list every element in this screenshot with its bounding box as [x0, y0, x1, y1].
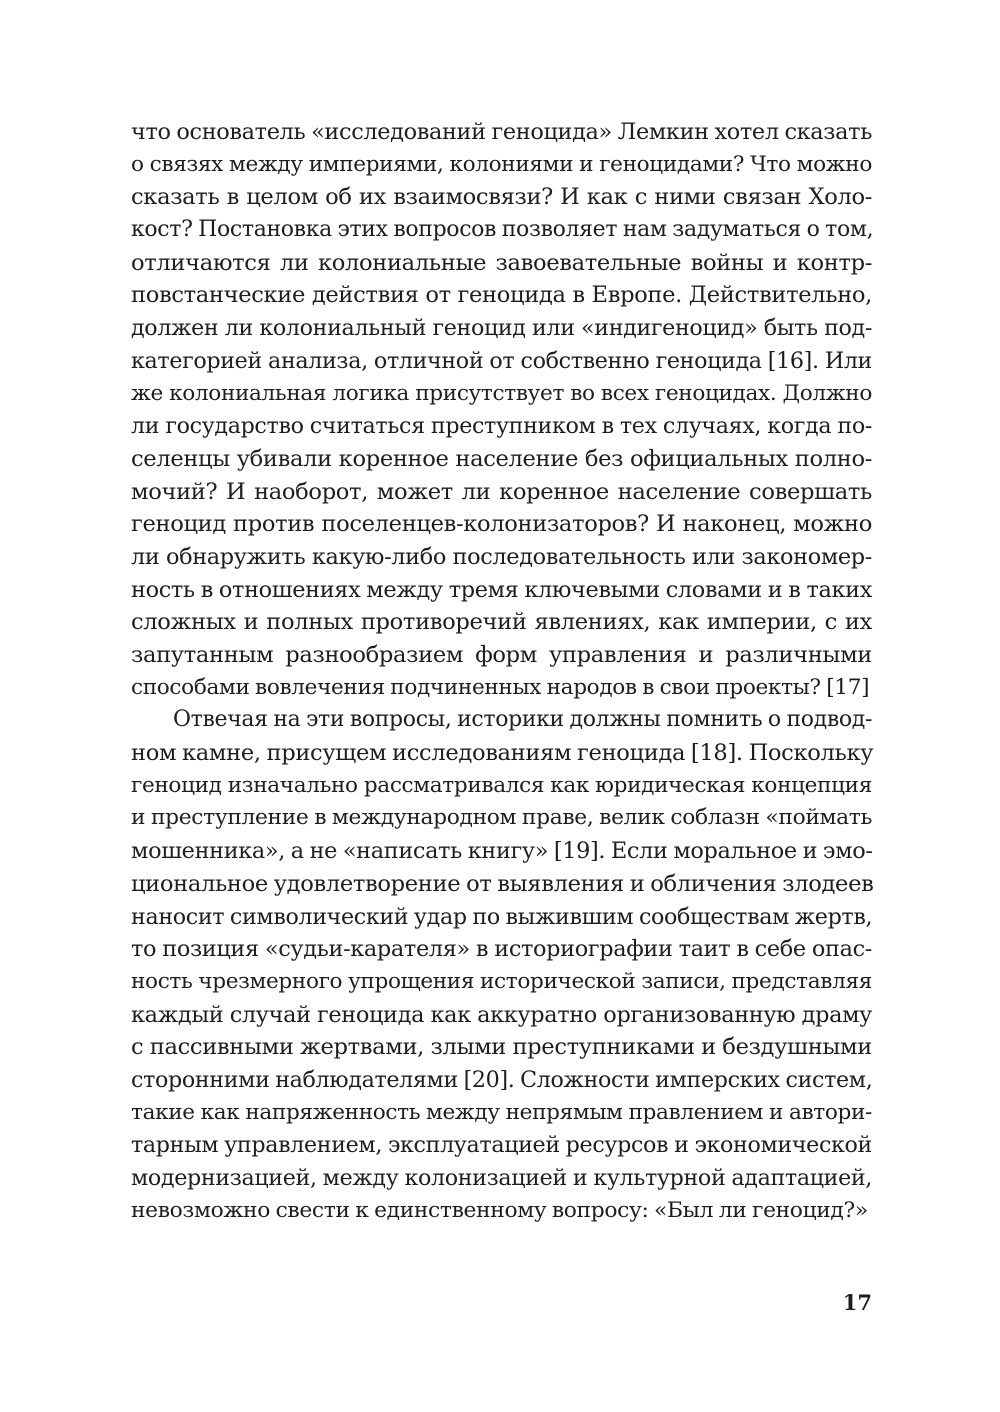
text-line: ность в отношениях между тремя ключевыми словами и в таких [131, 576, 872, 603]
text-line: модернизацией, между колонизацией и культурной адаптацией, [131, 1165, 872, 1191]
paragraph-2 [131, 704, 872, 1227]
text-line: наносит символический удар по выжившим сообществам жертв, [131, 903, 873, 930]
text-line: должен ли колониальный геноцид или «индигеноцид» быть под- [131, 315, 872, 342]
text-line: сложных и полных противоречий явлениях, как империи, с их [131, 609, 872, 636]
text-line: что основатель «исследований геноцида» Лемкин хотел сказать [131, 119, 873, 145]
text-line: тарным управлением, эксплуатацией ресурсов и экономической [131, 1132, 872, 1159]
paragraph-1 [131, 116, 872, 704]
text-line: ли государство считаться преступником в тех случаях, когда по- [131, 413, 872, 440]
text-line: запутанным разнообразием форм управления и различными [131, 642, 872, 668]
text-line: геноцид изначально рассматривался как юридическая концепция [131, 772, 872, 798]
text-line: селенцы убивали коренное население без официальных полно- [131, 445, 872, 472]
text-line: с пассивными жертвами, злыми преступниками и бездушными [131, 1034, 872, 1061]
text-line: и преступление в международном праве, велик соблазн «поймать [131, 805, 872, 831]
text-line: о связях между империями, колониями и геноцидами? Что можно [131, 151, 872, 177]
text-line: кост? Постановка этих вопросов позволяет нам задуматься о том, [131, 217, 874, 243]
text-line: ном камне, присущем исследованиям геноцида [18]. Поскольку [131, 740, 874, 767]
text-line: же колониальная логика присутствует во всех геноцидах. Должно [131, 380, 872, 406]
text-line: то позиция «судьи-карателя» в историографии таит в себе опас- [131, 936, 872, 963]
text-line: повстанческие действия от геноцида в Европе. Действительно, [131, 282, 872, 309]
text-line: мочий? И наоборот, может ли коренное население совершать [131, 478, 872, 505]
text-line: ли обнаружить какую-либо последовательность или закономер- [131, 543, 872, 570]
text-line: Отвечая на эти вопросы, историки должны помнить о подвод- [173, 707, 873, 733]
text-line: отличаются ли колониальные завоевательные войны и контр- [131, 249, 872, 276]
text-line: мошенника», а не «написать книгу» [19]. Если моральное и эмо- [131, 838, 873, 865]
text-line: ность чрезмерного упрощения исторической записи, представляя [131, 968, 872, 994]
text-line: каждый случай геноцида как аккуратно организованную драму [131, 1001, 872, 1028]
text-line: невозможно свести к единственному вопросу: «Был ли геноцид?» [131, 1197, 868, 1223]
text-line: способами вовлечения подчиненных народов в свои проекты? [17] [131, 674, 870, 700]
body-text [131, 116, 872, 1227]
text-line: категорией анализа, отличной от собственно геноцида [16]. Или [131, 347, 872, 374]
page-number: 17 [842, 1290, 872, 1315]
text-line: сторонними наблюдателями [20]. Сложности имперских систем, [131, 1066, 873, 1093]
text-line: сказать в целом об их взаимосвязи? И как с ними связан Холо- [131, 184, 872, 211]
text-line: геноцид против поселенцев-колонизаторов? И наконец, можно [131, 511, 872, 538]
text-line: такие как напряженность между непрямым правлением и автори- [131, 1099, 872, 1125]
text-line: циональное удовлетворение от выявления и обличения злодеев [131, 870, 874, 897]
